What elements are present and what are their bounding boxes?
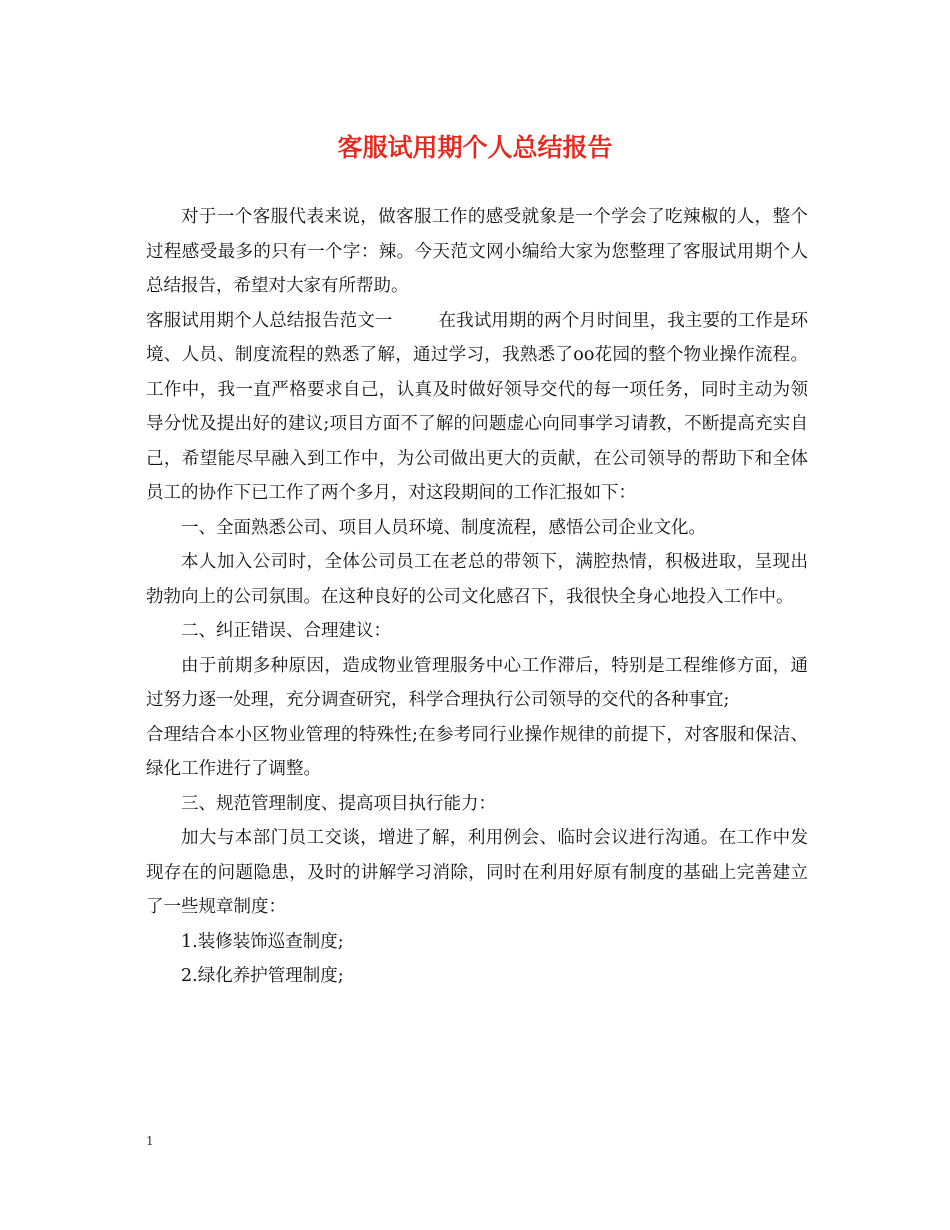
section2-heading: 二、纠正错误、合理建议：: [181, 621, 391, 641]
sample-paragraph: [146, 304, 808, 511]
document-title: 客服试用期个人总结报告: [337, 133, 613, 162]
section3-heading: 三、规范管理制度、提高项目执行能力：: [181, 793, 496, 814]
list-item: 2.绿化养护管理制度;: [181, 966, 344, 986]
list-item: 1.装修装饰巡查制度;: [181, 931, 344, 952]
sample-body: 在我试用期的两个月时间里，我主要的工作是环境、人员、制度流程的熟悉了解，通过学习，我熟悉了oo花园的整个物业操作流程。工作中，我一直严格要求自己，认真及时做好领导交代的每一项任务，同时主动为领导分忧及提出好的建议;项目方面不了解的问题虚心向同事学习请教，不断提高充实自己，希望能尽早融入到工作中，为公司做出更大的贡献，在公司领导的帮助下和全体员工的协作下已工作了两个多月，对这段期间的工作汇报如下：: [146, 310, 809, 503]
page-number: 1: [146, 1134, 154, 1148]
document-body: [146, 200, 808, 994]
sample-heading: 客服试用期个人总结报告范文一: [146, 310, 393, 331]
section1-heading: 一、全面熟悉公司、项目人员环境、制度流程，感悟公司企业文化。: [181, 517, 706, 538]
section1-body: 本人加入公司时，全体公司员工在老总的带领下，满腔热情，积极进取，呈现出勃勃向上的公司氛围。在这种良好的公司文化感召下，我很快全身心地投入工作中。: [146, 552, 808, 607]
section2-body-a: 由于前期多种原因，造成物业管理服务中心工作滞后，特别是工程维修方面，通过努力逐一处理，充分调查研究，科学合理执行公司领导的交代的各种事宜;: [146, 655, 808, 710]
section2-body-b: 合理结合本小区物业管理的特殊性;在参考同行业操作规律的前提下，对客服和保洁、绿化工作进行了调整。: [146, 724, 808, 779]
section3-body: 加大与本部门员工交谈，增进了解，利用例会、临时会议进行沟通。在工作中发现存在的问题隐患，及时的讲解学习消除，同时在利用好原有制度的基础上完善建立了一些规章制度：: [146, 828, 808, 917]
intro-paragraph: 对于一个客服代表来说，做客服工作的感受就象是一个学会了吃辣椒的人，整个过程感受最多的只有一个字：辣。今天范文网小编给大家为您整理了客服试用期个人总结报告，希望对大家有所帮助。: [146, 207, 808, 296]
